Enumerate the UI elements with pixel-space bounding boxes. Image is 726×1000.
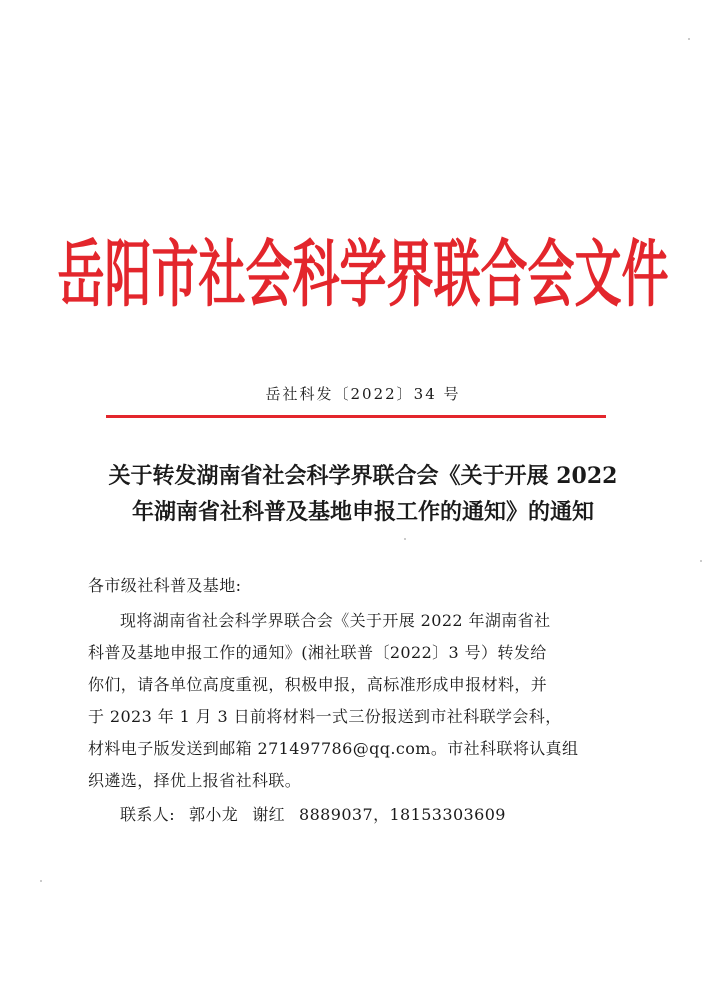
title-line-2: 年湖南省社科普及基地申报工作的通知》的通知 (131, 499, 594, 525)
document-title (60, 458, 666, 530)
scan-speck (700, 560, 702, 562)
paragraph-line: 科普及基地申报工作的通知》(湘社联普〔2022〕3 号）转发给 (88, 643, 547, 662)
paragraph-line: 你们，请各单位高度重视，积极申报，高标准形成申报材料，并 (88, 675, 548, 694)
contact-person-2: 谢红 (252, 805, 286, 824)
red-separator-line (106, 415, 606, 418)
paragraph-line: 织遴选，择优上报省社科联。 (88, 771, 302, 790)
salutation: 各市级社科普及基地: (88, 576, 242, 595)
scan-speck (688, 38, 690, 40)
contact-label: 联系人: (120, 805, 175, 824)
main-paragraph (88, 605, 618, 797)
contact-line (88, 799, 618, 831)
paragraph-line: 于 2023 年 1 月 3 日前将材料一式三份报送到市社科联学会科， (88, 707, 562, 726)
scan-speck (404, 538, 406, 540)
document-number: 岳社科发〔2022〕34 号 (265, 385, 461, 403)
contact-phones: 8889037，18153303609 (299, 805, 506, 824)
title-line-1: 关于转发湖南省社会科学界联合会《关于开展 2022 (108, 463, 618, 489)
scan-speck (40, 880, 42, 882)
masthead-title (0, 236, 726, 316)
paragraph-line: 现将湖南省社会科学界联合会《关于开展 2022 年湖南省社 (120, 611, 551, 630)
document-body (88, 570, 618, 831)
contact-person-1: 郭小龙 (189, 805, 239, 824)
paragraph-line: 材料电子版发送到邮箱 271497786@qq.com。市社科联将认真组 (88, 739, 579, 758)
masthead-text: 岳阳市社会科学界联合会文件 (57, 236, 669, 316)
